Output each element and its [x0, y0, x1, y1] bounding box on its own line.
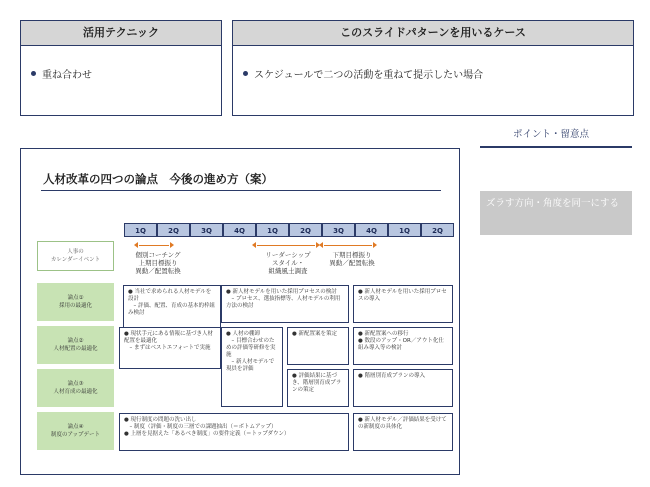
- schedule-cell: ● 当社で求められる人材モデルを設計 – 評価、配置、育成の基本的枠組み検討: [123, 285, 221, 329]
- title-divider: [41, 190, 441, 191]
- slide-preview: [20, 148, 460, 475]
- technique-item-text: 重ね合わせ: [42, 70, 92, 81]
- schedule-cell: ● 新配置案への移行 ● 数段のアップ・OR／アウト化仕組み導入等の検討: [353, 327, 453, 365]
- schedule-cell: ● 新人材モデル／評価結果を受けての新制度の具体化: [353, 413, 453, 451]
- period-header: 3Q: [190, 223, 223, 237]
- calendar-event: 下期目標振り 異動／配置転換: [329, 251, 375, 267]
- slide-title: 人材改革の四つの論点 今後の進め方（案）: [43, 172, 273, 186]
- calendar-event: リーダーシップ スタイル・ 組織風土調査: [265, 251, 311, 275]
- technique-item: [31, 66, 211, 81]
- period-header: 1Q: [124, 223, 157, 237]
- period-header: 4Q: [223, 223, 256, 237]
- schedule-cell: ● 新人材モデルを用いた採用プロセスの導入: [353, 285, 453, 323]
- period-header: 2Q: [157, 223, 190, 237]
- case-header: このスライドパターンを用いるケース: [233, 21, 633, 46]
- schedule-cell: ● 階層別育成プランの導入: [353, 369, 453, 407]
- period-header: 2Q: [421, 223, 454, 237]
- schedule-cell: ● 現状手元にある情報に基づき人材配置を最適化 – まずはベストエフォートで実施: [119, 327, 221, 369]
- schedule-cell: ● 新人材モデルを用いた採用プロセスの検討 – プロセス、選抜指標等、人材モデルの利用方法の検討: [221, 285, 349, 323]
- schedule-cell: ● 評価結果に基づき、階層別育成プランの策定: [287, 369, 349, 407]
- bullet-icon: [243, 71, 248, 76]
- period-arrow: [139, 245, 169, 246]
- point-divider: [480, 146, 632, 148]
- row-label: 論点④ 制度のアップデート: [37, 412, 114, 450]
- row-label: 論点① 採用の最適化: [37, 283, 114, 321]
- case-panel: [232, 20, 634, 116]
- schedule-cell: ● 現行制度の問題の洗い出し – 制度（評価・制度の三層での課題抽出（＝ボトムアップ） ● 上層を見据えた「あるべき制度」の要件定義（＝トップダウン）: [119, 413, 349, 451]
- schedule-cell: ● 人材の棚卸 – 目標合わせのための評価等研修を実施 – 新人材モデルで現員を評価: [221, 327, 283, 407]
- schedule-cell: ● 新配置案を策定: [287, 327, 349, 365]
- technique-header: 活用テクニック: [21, 21, 221, 46]
- period-arrow: [257, 245, 315, 246]
- period-arrow: [324, 245, 372, 246]
- technique-panel: [20, 20, 222, 116]
- period-header: 3Q: [322, 223, 355, 237]
- calendar-row-label: 人事の カレンダーイベント: [37, 241, 114, 271]
- row-label: 論点③ 人材育成の最適化: [37, 369, 114, 407]
- period-header: 2Q: [289, 223, 322, 237]
- point-label: ポイント・留意点: [513, 129, 590, 140]
- case-item-text: スケジュールで二つの活動を重ねて提示したい場合: [254, 70, 484, 81]
- calendar-event: 個別コーチング 上期目標振り 異動／配置転換: [135, 251, 181, 275]
- bullet-icon: [31, 71, 36, 76]
- period-header: 4Q: [355, 223, 388, 237]
- row-label: 論点② 人材配置の最適化: [37, 326, 114, 364]
- case-item: [243, 66, 623, 81]
- period-header: 1Q: [256, 223, 289, 237]
- period-header: 1Q: [388, 223, 421, 237]
- point-text: ズラす方向・角度を同一にする: [480, 191, 632, 235]
